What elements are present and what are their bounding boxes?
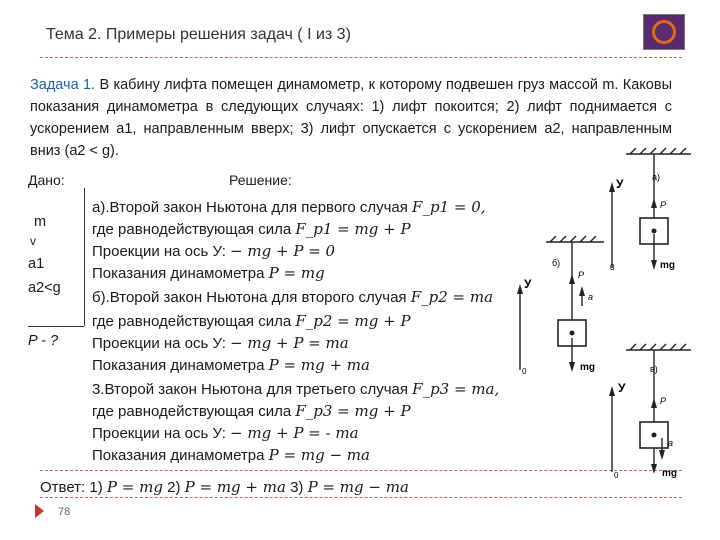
case-label-c: в) (650, 364, 658, 374)
page-title: Тема 2. Примеры решения задач ( I из 3) (46, 26, 351, 43)
svg-text:mg: mg (580, 362, 595, 373)
solution-line: где равнодействующая сила F_p1 = mg + P (92, 220, 411, 238)
solution-line: а).Второй закон Ньютона для первого случая F_p1 = 0, (92, 198, 486, 216)
solution-line: Показания динамометра P = mg + ma (92, 356, 370, 374)
solution-line: Показания динамометра P = mg − ma (92, 446, 370, 464)
svg-text:P: P (578, 270, 585, 280)
svg-text:P: P (660, 396, 667, 406)
answer-divider-bottom (40, 497, 682, 498)
logo-icon (643, 14, 685, 50)
svg-text:0: 0 (614, 471, 619, 480)
find-label: P - ? (28, 333, 59, 349)
axis-label-b: У (524, 277, 532, 291)
solution-line: Показания динамометра P = mg (92, 264, 325, 282)
case-label-b: б) (552, 258, 561, 268)
svg-text:a: a (668, 438, 674, 448)
task-lead: Задача 1. (30, 77, 100, 93)
solution-line: б).Второй закон Ньютона для второго случая F_p2 = ma (92, 288, 494, 306)
axis-label-a: У (616, 177, 624, 191)
solution-line: 3.Второй закон Ньютона для третьего случая F_p3 = ma, (92, 380, 500, 398)
given-item-v: v (30, 234, 36, 248)
task-text: В кабину лифта помещен динамометр, к которому подвешен груз массой m. Каковы показания динамометра в следующих случаях: 1) лифт покоится; 2) лифт поднимается с ускорением a1, направленным вверх; 3) лифт опускается с ускорением a2, направленным вниз (a2 < g). (30, 77, 672, 159)
solution-line: Проекции на ось У: − mg + P = 0 (92, 242, 336, 260)
page-number: 78 (58, 506, 71, 518)
axis-label-c: У (618, 381, 626, 395)
svg-text:P: P (660, 200, 667, 210)
solution-line: где равнодействующая сила F_p2 = mg + P (92, 312, 411, 330)
slide-marker-icon (35, 504, 44, 518)
svg-text:0: 0 (522, 367, 527, 376)
given-horizontal-rule (28, 326, 84, 327)
top-divider (40, 57, 682, 58)
axis-arrow-icon (609, 182, 615, 192)
answer-divider-top (40, 470, 682, 471)
given-vertical-rule (84, 188, 85, 326)
svg-text:a: a (588, 292, 594, 302)
case-label-a: а) (652, 172, 661, 182)
given-item-a1: a1 (28, 256, 45, 272)
answer-line: Ответ: 1) P = mg 2) P = mg + ma 3) P = mg − ma (40, 478, 409, 496)
svg-text:0: 0 (610, 263, 615, 272)
task-statement (30, 74, 672, 162)
given-label: Дано: (28, 172, 65, 188)
solution-line: Проекции на ось У: − mg + P = - ma (92, 424, 359, 442)
svg-text:mg: mg (660, 260, 675, 271)
solution-label: Решение: (229, 172, 292, 188)
svg-text:mg: mg (662, 468, 677, 479)
given-item-a2: a2<g (28, 280, 61, 296)
solution-line: Проекции на ось У: − mg + P = ma (92, 334, 349, 352)
given-item-m: m (34, 214, 47, 230)
diagram-case-c (596, 342, 706, 484)
solution-line: где равнодействующая сила F_p3 = mg + P (92, 402, 411, 420)
